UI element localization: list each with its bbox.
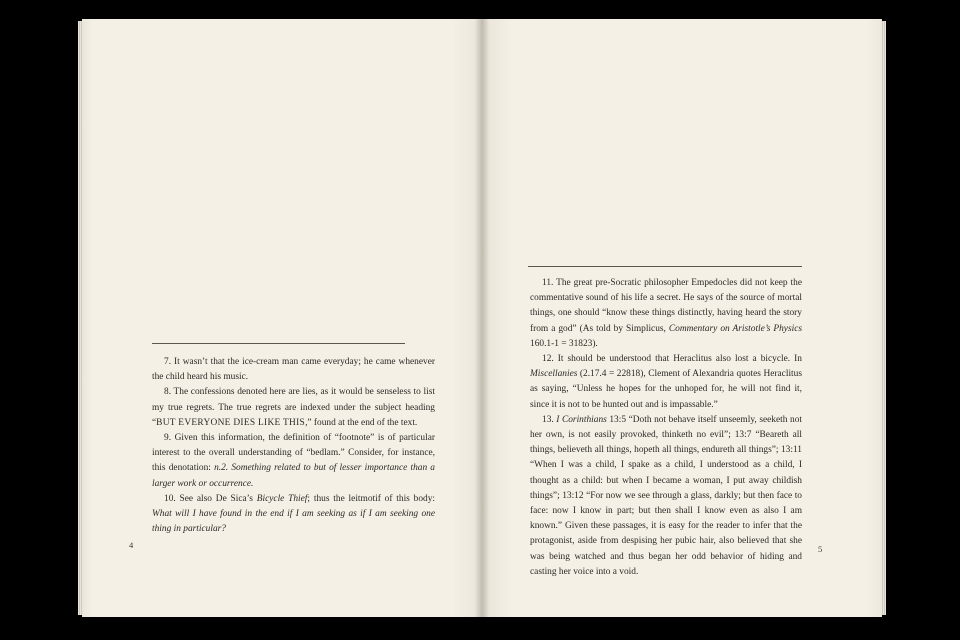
footnote-note-11 bbox=[530, 276, 802, 352]
left-page bbox=[82, 19, 482, 617]
footnote-text: Bicycle Thief bbox=[256, 493, 308, 504]
footnote-note-7 bbox=[152, 355, 435, 385]
page-number: 5 bbox=[818, 544, 823, 554]
footnote-text: 13:5 “Doth not behave itself unseemly, seeketh not her own, is not easily provoked, thinketh no evil”; 13:7 “Beareth all things, believeth all things, hopeth all things, endureth all things”; 13:11 “When I was a child, I spake as a child, I understood as a child, I thought as a child: but when I became a woman, I put away childish things”; 13:12 “For now we see through a glass, darkly; but then face to face: now I know in part; but then shall I know even as also I am known.” Given these passages, it is easy for the reader to infer that the protagonist, aside from despising her pubic hair, also believed that she was being watched and thus began her odd behavior of hiding and casting her voice into a void. bbox=[530, 414, 802, 577]
footnotes-right bbox=[530, 276, 802, 580]
footnote-text: 160.1-1 = 31823). bbox=[530, 338, 598, 349]
book-spread bbox=[82, 19, 882, 617]
book-gutter bbox=[475, 19, 489, 617]
footnote-rule bbox=[528, 266, 802, 267]
footnote-note-8 bbox=[152, 385, 435, 431]
footnote-text: 10. See also De Sica’s bbox=[164, 493, 257, 504]
footnote-text: 13. bbox=[542, 414, 557, 425]
footnote-text: 9. Given this information, the definition of “footnote” is of particular interest to the overall understanding of “bedlam.” Consider, for instance, this denotation: bbox=[152, 433, 435, 474]
footnotes-left bbox=[152, 355, 435, 537]
footnote-text: BUT EVERYONE DIES LIKE THIS bbox=[156, 417, 306, 428]
footnote-text: I Corinthians bbox=[556, 414, 607, 425]
footnote-text: n.2. Something related to but of lesser importance than a larger work or occurrence. bbox=[152, 463, 435, 489]
footnote-note-12 bbox=[530, 352, 802, 413]
footnote-note-13 bbox=[530, 413, 802, 580]
footnote-rule bbox=[152, 343, 405, 344]
footnote-note-9 bbox=[152, 431, 435, 492]
footnote-text: 7. It wasn’t that the ice-cream man came everyday; he came whenever the child heard his music. bbox=[152, 357, 435, 383]
footnote-text: 8. The confessions denoted here are lies, as it would be senseless to list my true regrets. The true regrets are indexed under the subject heading “ bbox=[152, 387, 435, 428]
footnote-text: ,” found at the end of the text. bbox=[305, 417, 418, 428]
footnote-text: 11. The great pre-Socratic philosopher Empedocles did not keep the commentative sound of his life a secret. He says of the source of mortal things, one should “know these things distinctly, having heard the story from a god” (As told by Simplicus, bbox=[530, 278, 802, 334]
page-number: 4 bbox=[129, 540, 134, 550]
footnote-text: ; thus the leitmotif of this body: bbox=[307, 493, 435, 504]
footnote-text: Commentary on Aristotle’s Physics bbox=[668, 323, 803, 334]
footnote-text: What will I have found in the end if I am seeking as if I am seeking one thing in particular? bbox=[152, 509, 435, 535]
right-page bbox=[482, 19, 882, 617]
footnote-text: Miscellanies bbox=[530, 369, 578, 380]
footnote-text: 12. It should be understood that Heraclitus also lost a bicycle. In bbox=[542, 354, 802, 365]
footnote-note-10 bbox=[152, 492, 435, 538]
footnote-text: (2.17.4 = 22818), Clement of Alexandria quotes Heraclitus as saying, “Unless he hopes for the unhoped for, he will not find it, since it is not to be hunted out and is impassable.” bbox=[530, 369, 802, 410]
